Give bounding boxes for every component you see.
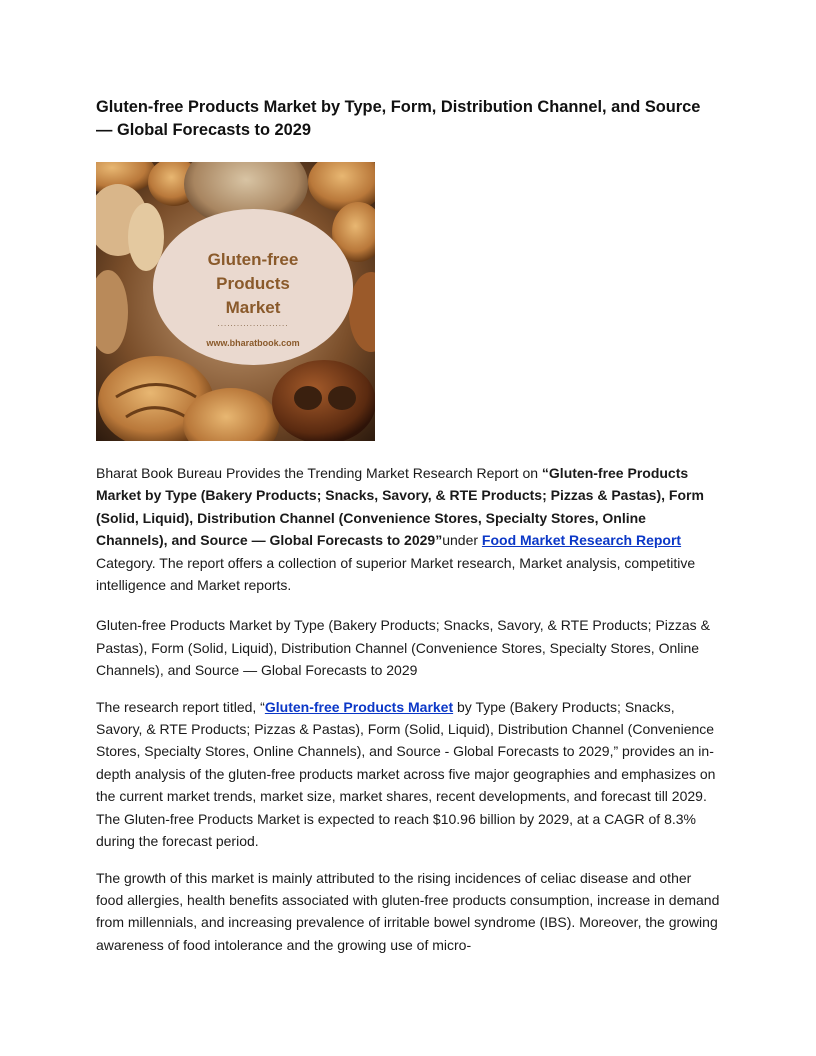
intro-bold-title: “Gluten-free Products Market by Type (Bakery Products; Snacks, Savory, & RTE Products; Pizzas & Pastas), Form (Solid, Liquid), Distribution Channel (Convenience Stores, Specialty Stores, Online Channels), and Source — Global Forecasts to 2029” (96, 465, 704, 549)
intro-tail: Category. The report offers a collection of superior Market research, Market analysis, competitive intelligence and Market reports. (96, 554, 696, 594)
intro-paragraph (96, 462, 720, 596)
intro-lead: Bharat Book Bureau Provides the Trending Market Research Report on (96, 465, 542, 481)
research-lead: The research report titled, “ (96, 698, 265, 715)
cover-title-line-2: Products (216, 274, 290, 293)
cover-title-line-3: Market (225, 298, 281, 317)
growth-paragraph: The growth of this market is mainly attributed to the rising incidences of celiac disease and other food allergies, health benefits associated with gluten-free products consumption, increase in demand from millennials, and increasing prevalence of irritable bowel syndrome (IBS). Moreover, the growing awareness of food intolerance and the growing use of micro- (96, 869, 720, 953)
cover-url: www.bharatbook.com (206, 338, 300, 348)
page-title: Gluten-free Products Market by Type, Form, Distribution Channel, and Source — Global Forecasts to 2029 (96, 98, 701, 139)
food-market-research-report-link[interactable]: Food Market Research Report (481, 532, 682, 549)
cover-title (153, 248, 353, 320)
document-page (96, 96, 720, 956)
research-paragraph (96, 696, 720, 853)
cover-dots: ...................... (217, 319, 289, 328)
gluten-free-products-market-link[interactable]: Gluten-free Products Market (264, 698, 454, 715)
cover-image (96, 162, 375, 441)
intro-under: under (442, 532, 482, 549)
subtitle-paragraph: Gluten-free Products Market by Type (Bakery Products; Snacks, Savory, & RTE Products; Pizzas & Pastas), Form (Solid, Liquid), Distribution Channel (Convenience Stores, Specialty Stores, Online Channels), and Source — Global Forecasts to 2029 (96, 617, 710, 679)
research-tail: by Type (Bakery Products; Snacks, Savory, & RTE Products; Pizzas & Pastas), Form (Solid, Liquid), Distribution Channel (Convenience Stores, Specialty Stores, Online Channels), and Source - Global Forecasts to 2029,” provides an in-depth analysis of the gluten-free products market across five major geographies and emphasizes on the current market trends, market size, market shares, recent developments, and forecast till 2029. The Gluten-free Products Market is expected to reach $10.96 billion by 2029, at a CAGR of 8.3% during the forecast period. (96, 698, 716, 850)
cover-title-line-1: Gluten-free (207, 250, 299, 269)
